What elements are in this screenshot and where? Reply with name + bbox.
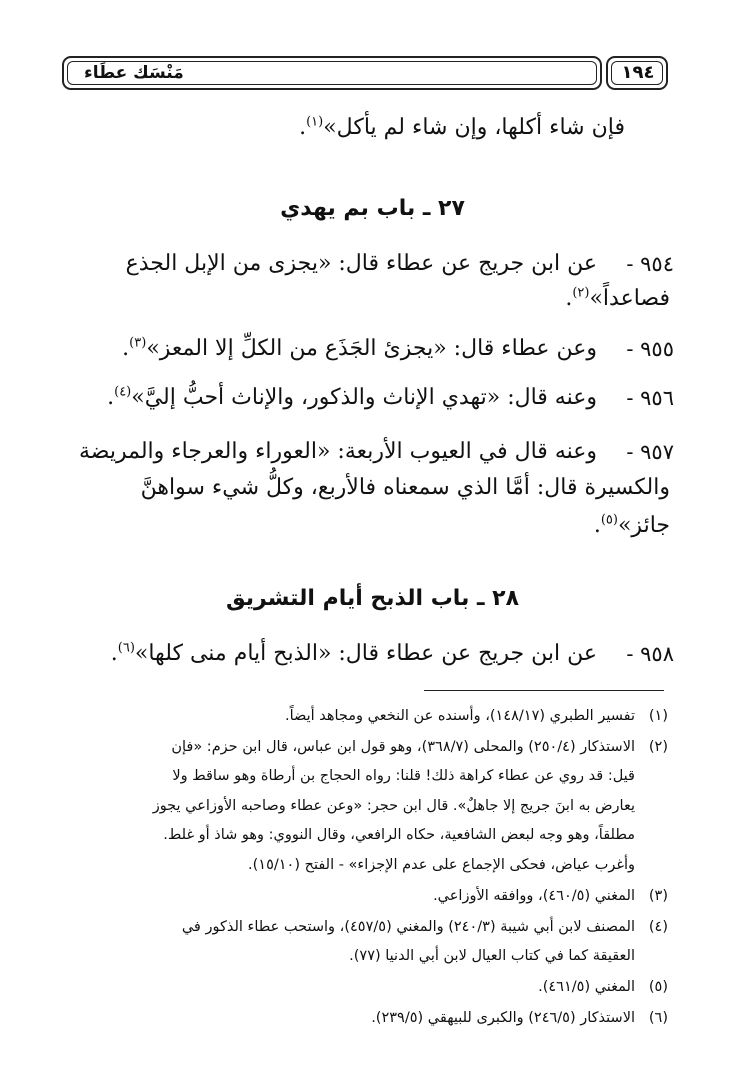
section-heading-28: ٢٨ ـ باب الذبح أيام التشريق [225, 586, 520, 611]
footnote-number-2: (٢) [648, 739, 668, 755]
footnote-2-line2: قيل: قد روي عن عطاء كراهة ذلك! قلنا: رواه الحجاج بن أرطاة وهو ساقط ولا [172, 768, 635, 784]
footnote-3-line1: المغني (٤٦٠/٥)، ووافقه الأوزاعي. [433, 888, 635, 904]
entry-957-line2: والكسيرة قال: أمَّا الذي سمعناه فالأربع، وكلُّ شيء سواهنَّ [140, 475, 670, 500]
footnote-6-line1: الاستذكار (٢٤٦/٥) والكبرى للبيهقي (٢٣٩/٥). [371, 1010, 635, 1026]
footnote-4-line2: العقيقة كما في كتاب العيال لابن أبي الدنيا (٧٧). [349, 948, 635, 964]
entry-number-956: ٩٥٦ - [626, 386, 674, 410]
footnote-number-6: (٦) [648, 1010, 668, 1026]
page-number: ١٩٤ [621, 62, 655, 83]
footnote-number-1: (١) [648, 708, 668, 724]
entry-number-957: ٩٥٧ - [626, 440, 674, 464]
intro-line: فإن شاء أكلها، وإن شاء لم يأكل»$^{(١)}$. [299, 114, 625, 140]
footnote-number-3: (٣) [648, 888, 668, 904]
running-header-title: مَنْسَك عطَاء [84, 63, 184, 83]
footnote-divider [424, 690, 664, 691]
footnote-2-line3: يعارض به ابنَ جريج إلا جاهلٌ». قال ابن حجر: «وعن عطاء وصاحبه الأوزاعي يجوز [152, 798, 635, 814]
entry-955-line1: وعن عطاء قال: «يجزئ الجَذَع من الكلِّ إلا المعز»$^{(٣)}$. [122, 335, 597, 361]
entry-number-954: ٩٥٤ - [626, 252, 674, 276]
entry-number-955: ٩٥٥ - [626, 337, 674, 361]
footnote-2-line5: وأغرب عياض، فحكى الإجماع على عدم الإجزاء» - الفتح (١٥/١٠). [248, 857, 635, 873]
entry-954-line2: فصاعداً»$^{(٢)}$. [565, 285, 670, 311]
entry-957-line1: وعنه قال في العيوب الأربعة: «العوراء والعرجاء والمريضة [78, 439, 597, 464]
footnote-4-line1: المصنف لابن أبي شيبة (٢٤٠/٣) والمغني (٤٥٧/٥)، واستحب عطاء الذكور في [181, 919, 635, 935]
footnote-number-4: (٤) [648, 919, 668, 935]
footnote-1-line1: تفسير الطبري (١٤٨/١٧)، وأسنده عن النخعي ومجاهد أيضاً. [284, 708, 635, 724]
footnote-number-5: (٥) [648, 979, 668, 995]
entry-number-958: ٩٥٨ - [626, 642, 674, 666]
entry-954-line1: عن ابن جريج عن عطاء قال: «يجزى من الإبل الجذع [125, 251, 597, 276]
footnote-2-line1: الاستذكار (٢٥٠/٤) والمحلى (٣٦٨/٧)، وهو قول ابن عباس، قال ابن حزم: «فإن [171, 739, 635, 755]
entry-956-line1: وعنه قال: «تهدي الإناث والذكور، والإناث أحبُّ إليَّ»$^{(٤)}$. [107, 384, 597, 410]
footnote-2-line4: مطلقاً، وهو وجه لبعض الشافعية، حكاه الرافعي، وقال النووي: وهو شاذ أو غلط. [163, 827, 635, 843]
entry-958-line1: عن ابن جريج عن عطاء قال: «الذبح أيام منى كلها»$^{(٦)}$. [110, 640, 597, 666]
section-heading-27: ٢٧ ـ باب بم يهدي [280, 196, 465, 221]
footnote-5-line1: المغني (٤٦١/٥). [538, 979, 635, 995]
entry-957-line3: جائز»$^{(٥)}$. [593, 512, 670, 538]
